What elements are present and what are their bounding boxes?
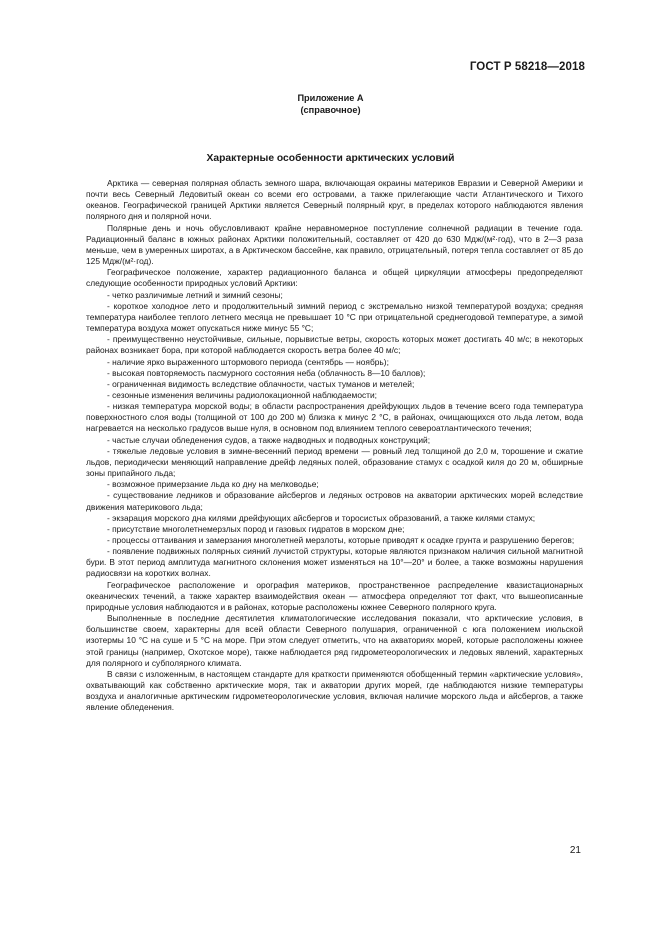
list-item: - высокая повторяемость пасмурного состояния неба (облачность 8—10 баллов); (107, 367, 426, 378)
list-item: - возможное примерзание льда ко дну на мелководье; (107, 479, 319, 490)
appendix-heading (0, 92, 661, 116)
paragraph: Географическое расположение и орография материков, пространственное распределение квазистационарных океанических течений, а также характер взаимодействия океан — атмосфера определяют тот факт, что вышеописанные природные условия наблюдаются и в районах, которые расположены южнее Северного полярного круга. (86, 579, 583, 612)
appendix-note: (справочное) (300, 105, 361, 115)
page-number: 21 (569, 845, 581, 856)
document-id-header: ГОСТ Р 58218—2018 (469, 61, 585, 73)
paragraph: В связи с изложенным, в настоящем стандарте для краткости применяются обобщенный термин «арктические условия», охватывающий как собственно арктические моря, так и акватории других морей, где наблюдаются низкие температуры воздуха и аналогичные арктическим гидрометеорологические условия, включая наличие морского льда и айсбергов, а также явление обледенения. (86, 668, 583, 713)
list-item: - низкая температура морской воды; в области распространения дрейфующих льдов в течение всего года температура поверхностного слоя воды (толщиной от 100 до 200 м) близка к минус 2 °С, в районах, очищающихся ото льда летом, вода нагревается на несколько градусов выше нуля, в основном под влиянием теплого североатлантического течения; (86, 401, 583, 434)
list-item: - короткое холодное лето и продолжительный зимний период с экстремально низкой температурой воздуха; средняя температура наиболее теплого летнего месяца не превышает 10 °С при отрицательной среднегодовой температуре, а зимой температура воздуха может опускаться ниже минус 55 °С; (86, 300, 583, 334)
appendix-label: Приложение А (297, 93, 364, 103)
paragraph: Выполненные в последние десятилетия климатологические исследования показали, что арктические условия, в большинстве своем, характерны для всей области Северного полушария, ограниченной с юга положением июльской изотермы 10 °С на суше и 5 °С на море. При этом следует отметить, что на акваториях морей, которые расположены южнее этой границы (например, Охотское море), также наблюдается ряд гидрометеорологических и ледовых явлений, характерных для полярного и субполярного климата. (86, 613, 583, 668)
list-item: - наличие ярко выраженного штормового периода (сентябрь — ноябрь); (107, 356, 389, 367)
list-item: - тяжелые ледовые условия в зимне-весенний период времени — ровный лед толщиной до 2,0 м, торошение и сжатие льдов, периодически меняющий направление дрейф ледяных полей, образование стамух с осадкой киля до 20 м, обширные зоны припайного льда; (86, 445, 583, 479)
list-item: - присутствие многолетнемерзлых пород и газовых гидратов в морском дне; (107, 523, 405, 534)
list-item: - сезонные изменения величины радиолокационной наблюдаемости; (107, 389, 378, 400)
body-text (86, 178, 583, 714)
list-item: - процессы оттаивания и замерзания многолетней мерзлоты, которые приводят к осадке грунта и разрушению берегов; (107, 535, 575, 545)
list-item: - появление подвижных полярных сияний лучистой структуры, которые являются признаком наличия сильной магнитной бури. В этот период амплитуда магнитного склонения может изменяться на 10°—20° и более, а также возможны нарушения радиосвязи на коротких волнах. (86, 546, 583, 579)
list-item: - преимущественно неустойчивые, сильные, порывистые ветры, скорость которых может достигать 40 м/с; в некоторых районах возникает бора, при которой наблюдается скорость ветра более 40 м/с; (86, 334, 583, 356)
list-item: - четко различимые летний и зимний сезоны; (107, 289, 283, 300)
list-item: - частые случаи обледенения судов, а также надводных и подводных конструкций; (107, 434, 431, 445)
section-title: Характерные особенности арктических условий (206, 153, 455, 164)
paragraph: Арктика — северная полярная область земного шара, включающая окраины материков Евразии и Северной Америки и почти весь Северный Ледовитый океан со всеми его островами, а также прилегающие части Атлантического и Тихого океанов. Географической границей Арктики является Северный полярный круг, в пределах которого наблюдаются явления полярного дня и полярной ночи. (86, 178, 583, 222)
list-item: - экзарация морского дна килями дрейфующих айсбергов и торосистых образований, а также килями стамух; (107, 512, 536, 523)
paragraph: Географическое положение, характер радиационного баланса и общей циркуляции атмосферы предопределяют следующие особенности природных условий Арктики: (86, 267, 583, 289)
list-item: - ограниченная видимость вследствие облачности, частых туманов и метелей; (107, 378, 415, 389)
paragraph: Полярные день и ночь обусловливают крайне неравномерное поступление солнечной радиации в течение года. Радиационный баланс в южных районах Арктики положительный, составляет от 420 до 630 Мдж/(м²·год), что в 2—3 раза меньше, чем в умеренных широтах, а в Арктическом бассейне, как правило, отрицательный, потеря тепла составляет от 85 до 125 Мдж/(м²·год). (86, 222, 583, 267)
list-item: - существование ледников и образование айсбергов и ледяных островов на акватории арктических морей вследствие движения материкового льда; (86, 490, 583, 512)
